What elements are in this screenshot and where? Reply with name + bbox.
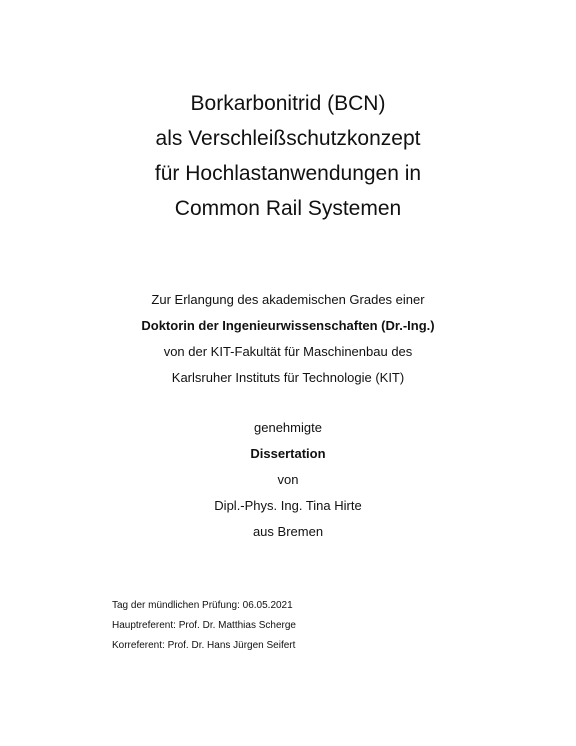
author-name: Dipl.-Phys. Ing. Tina Hirte: [214, 498, 362, 513]
thesis-title: [0, 86, 576, 226]
by-label: von: [277, 472, 299, 487]
institution-line: Karlsruher Instituts für Technologie (KIT): [171, 370, 405, 385]
title-line-3: für Hochlastanwendungen in: [154, 162, 422, 185]
exam-date: Tag der mündlichen Prüfung: 06.05.2021: [112, 600, 293, 611]
main-referee: Hauptreferent: Prof. Dr. Matthias Scherge: [112, 620, 296, 631]
degree-intro: Zur Erlangung des akademischen Grades einer: [151, 292, 425, 307]
dissertation-label: Dissertation: [250, 446, 326, 461]
author-origin: aus Bremen: [252, 524, 324, 539]
title-line-4: Common Rail Systemen: [174, 197, 402, 220]
title-line-1: Borkarbonitrid (BCN): [190, 92, 386, 115]
dissertation-info: [0, 415, 576, 545]
approved-label: genehmigte: [254, 420, 322, 435]
exam-metadata: [112, 596, 532, 656]
co-referee: Korreferent: Prof. Dr. Hans Jürgen Seifert: [112, 640, 296, 651]
title-line-2: als Verschleißschutzkonzept: [155, 127, 421, 150]
degree-statement: [0, 287, 576, 391]
degree-title: Doktorin der Ingenieurwissenschaften (Dr.-Ing.): [141, 318, 435, 333]
faculty-line: von der KIT-Fakultät für Maschinenbau des: [163, 344, 413, 359]
